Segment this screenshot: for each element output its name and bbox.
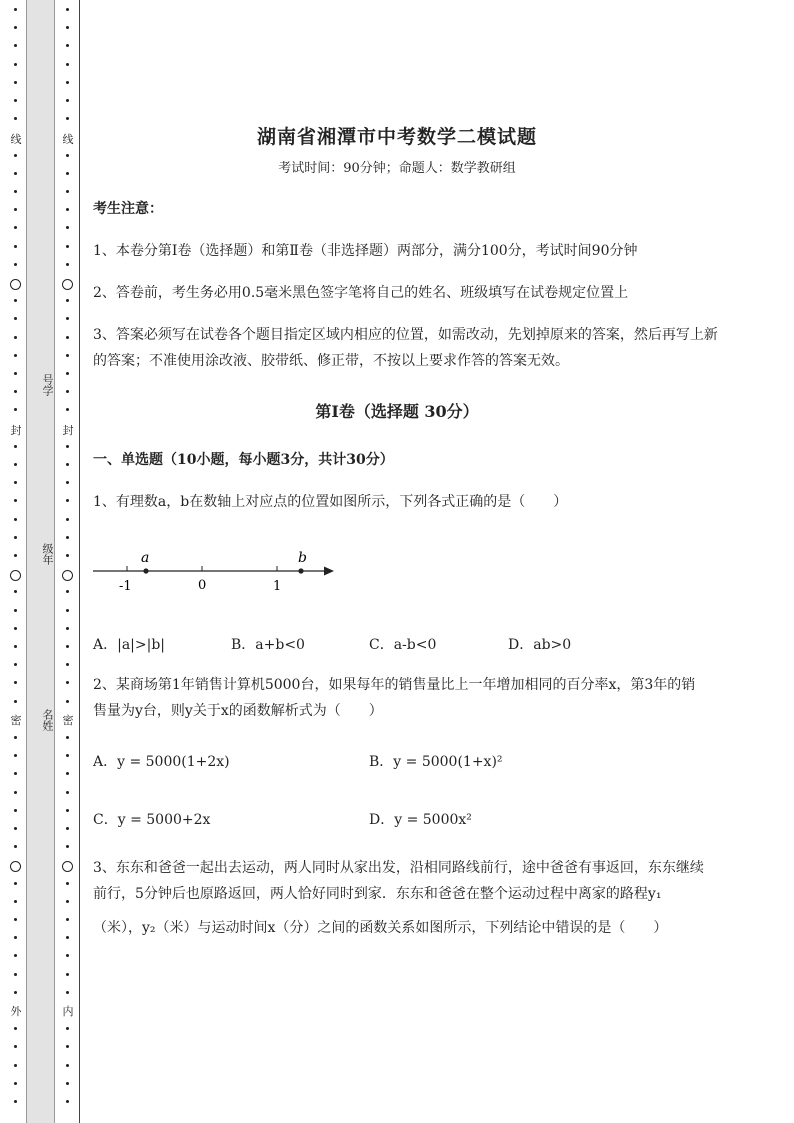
right-gutter-dot: [66, 317, 69, 320]
label-student-id: 号学: [41, 374, 54, 396]
right-gutter-dot: [66, 954, 69, 957]
right-gutter-dot: [66, 918, 69, 921]
right-gutter-dot: [66, 772, 69, 775]
label-grade: 级年: [41, 543, 54, 565]
left-gutter-dot: [14, 463, 17, 466]
tick-label-neg1: -1: [119, 579, 132, 594]
right-gutter-dot: [66, 1027, 69, 1030]
right-gutter-dot: [66, 1082, 69, 1085]
q2-option-c: C．y = 5000+2x: [93, 812, 211, 828]
right-gutter-dot: [66, 609, 69, 612]
left-gutter-dot: [14, 190, 17, 193]
left-gutter-dot: [14, 590, 17, 593]
left-gutter-dot: [14, 1064, 17, 1067]
left-gutter-dot: [14, 117, 17, 120]
left-gutter-dot: [14, 1100, 17, 1103]
q1-stem: 1、有理数a，b在数轴上对应点的位置如图所示，下列各式正确的是（ ）: [93, 494, 568, 510]
left-gutter-dot: [14, 372, 17, 375]
left-mark-outer: 外: [10, 1005, 22, 1018]
q1-option-d: D．ab>0: [508, 637, 572, 653]
left-gutter-dot: [14, 481, 17, 484]
left-gutter-dot: [14, 554, 17, 557]
left-gutter-dot: [14, 518, 17, 521]
right-gutter-dot: [66, 645, 69, 648]
left-gutter-dot: [14, 99, 17, 102]
left-gutter-dot: [14, 63, 17, 66]
right-gutter-dot: [66, 226, 69, 229]
right-gutter-dot: [66, 1100, 69, 1103]
left-gutter-dot: [14, 882, 17, 885]
right-gutter-dot: [66, 681, 69, 684]
right-gutter-dot: [66, 518, 69, 521]
notice-item-3-cont: 的答案；不准使用涂改液、胶带纸、修正带，不按以上要求作答的答案无效。: [93, 353, 569, 369]
right-circle-3: [62, 861, 73, 872]
left-gutter-dot: [14, 299, 17, 302]
left-gutter-dot: [14, 900, 17, 903]
right-gutter-dot: [66, 245, 69, 248]
left-gutter-dot: [14, 973, 17, 976]
q1-option-a: A．|a|>|b|: [93, 637, 166, 653]
left-circle-1: [10, 279, 21, 290]
right-gutter-dot: [66, 354, 69, 357]
q1-option-b: B．a+b<0: [231, 637, 305, 653]
right-gutter-dot: [66, 63, 69, 66]
left-gutter-dot: [14, 936, 17, 939]
left-mark-seal: 封: [10, 424, 22, 437]
q3-stem-line2: 前行，5分钟后也原路返回，两人恰好同时到家．东东和爸爸在整个运动过程中离家的路程y₁: [93, 886, 662, 902]
left-gutter-dot: [14, 700, 17, 703]
left-gutter-dot: [14, 390, 17, 393]
q2-stem-line2: 售量为y台，则y关于x的函数解析式为（ ）: [93, 703, 383, 719]
right-gutter-dot: [66, 736, 69, 739]
left-gutter-dot: [14, 827, 17, 830]
left-gutter-dot: [14, 245, 17, 248]
q2-option-d: D．y = 5000x²: [369, 812, 472, 828]
exam-title: 湖南省湘潭市中考数学二模试题: [256, 126, 537, 148]
right-gutter-dot: [66, 554, 69, 557]
right-gutter-dot: [66, 882, 69, 885]
exam-subtitle: 考试时间：90分钟；命题人：数学教研组: [278, 161, 516, 176]
right-circle-1: [62, 279, 73, 290]
left-gutter-dot: [14, 663, 17, 666]
right-gutter-dot: [66, 481, 69, 484]
left-gutter-dot: [14, 44, 17, 47]
notice-heading: 考生注意：: [93, 201, 163, 217]
left-gutter-dot: [14, 317, 17, 320]
left-gutter-dot: [14, 1045, 17, 1048]
right-gutter-dot: [66, 627, 69, 630]
left-gutter-dot: [14, 918, 17, 921]
right-gutter-dot: [66, 936, 69, 939]
left-gutter-dot: [14, 791, 17, 794]
right-gutter-dot: [66, 208, 69, 211]
point-b: [298, 568, 303, 573]
left-gutter-dot: [14, 354, 17, 357]
right-gutter-dot: [66, 499, 69, 502]
right-gutter-dot: [66, 190, 69, 193]
axis-arrow: [324, 567, 334, 576]
tick-label-0: 0: [198, 578, 207, 593]
right-gutter-dot: [66, 845, 69, 848]
notice-item-2: 2、答卷前，考生务必用0.5毫米黑色签字笔将自己的姓名、班级填写在试卷规定位置上: [93, 285, 629, 301]
right-gutter-dot: [66, 827, 69, 830]
right-gutter-dot: [66, 463, 69, 466]
q2-option-b: B．y = 5000(1+x)²: [369, 754, 503, 770]
right-gutter-dot: [66, 390, 69, 393]
right-gutter-dot: [66, 8, 69, 11]
right-gutter-dot: [66, 536, 69, 539]
right-gutter-dot: [66, 809, 69, 812]
right-mark-line: 线: [62, 133, 74, 146]
notice-item-1: 1、本卷分第I卷（选择题）和第Ⅱ卷（非选择题）两部分，满分100分，考试时间90分钟: [93, 243, 638, 259]
right-gutter-dot: [66, 1064, 69, 1067]
left-gutter-dot: [14, 8, 17, 11]
left-gutter-dot: [14, 609, 17, 612]
right-gutter-dot: [66, 26, 69, 29]
left-gutter-dot: [14, 263, 17, 266]
left-gutter-dot: [14, 809, 17, 812]
right-mark-seal: 封: [62, 424, 74, 437]
right-gutter-dot: [66, 700, 69, 703]
right-gutter-dot: [66, 791, 69, 794]
left-gutter-dot: [14, 499, 17, 502]
right-gutter-dot: [66, 1045, 69, 1048]
left-mark-line: 线: [10, 133, 22, 146]
left-gutter-dot: [14, 681, 17, 684]
left-gutter-dot: [14, 736, 17, 739]
right-mark-inner: 内: [62, 1005, 74, 1018]
label-b: b: [298, 550, 307, 566]
left-gutter-dot: [14, 645, 17, 648]
left-gutter-dot: [14, 26, 17, 29]
left-gutter-dot: [14, 845, 17, 848]
left-circle-2: [10, 570, 21, 581]
left-gutter-dot: [14, 445, 17, 448]
right-gutter-dot: [66, 299, 69, 302]
left-gutter-dot: [14, 1082, 17, 1085]
left-mark-secret: 密: [10, 714, 22, 727]
point-a: [143, 568, 148, 573]
right-gutter-dot: [66, 81, 69, 84]
right-circle-2: [62, 570, 73, 581]
part-title: 一、单选题（10小题，每小题3分，共计30分）: [93, 452, 394, 468]
right-gutter-dot: [66, 590, 69, 593]
q2-option-a: A．y = 5000(1+2x): [93, 754, 230, 770]
right-gutter-dot: [66, 99, 69, 102]
right-gutter-dot: [66, 372, 69, 375]
right-gutter-dot: [66, 900, 69, 903]
left-gutter-dot: [14, 536, 17, 539]
left-circle-3: [10, 861, 21, 872]
right-gutter-dot: [66, 263, 69, 266]
right-gutter-dot: [66, 117, 69, 120]
left-gutter-dot: [14, 627, 17, 630]
left-gutter-dot: [14, 208, 17, 211]
right-gutter-dot: [66, 44, 69, 47]
right-gutter-dot: [66, 445, 69, 448]
right-gutter-dot: [66, 754, 69, 757]
q1-number-line: [90, 545, 340, 597]
right-gutter-dot: [66, 973, 69, 976]
left-gutter-dot: [14, 81, 17, 84]
right-gutter-dot: [66, 663, 69, 666]
q1-option-c: C．a-b<0: [369, 637, 437, 653]
left-gutter-dot: [14, 754, 17, 757]
tick-label-1: 1: [273, 579, 282, 594]
left-gutter-dot: [14, 226, 17, 229]
right-mark-secret: 密: [62, 714, 74, 727]
label-a: a: [141, 550, 150, 566]
left-gutter-dot: [14, 772, 17, 775]
label-name: 名姓: [41, 709, 54, 731]
right-gutter-dot: [66, 991, 69, 994]
left-gutter-dot: [14, 991, 17, 994]
section-title: 第I卷（选择题 30分）: [315, 402, 479, 421]
left-gutter-dot: [14, 336, 17, 339]
q3-stem-line3: （米），y₂（米）与运动时间x（分）之间的函数关系如图所示，下列结论中错误的是（ ）: [93, 920, 668, 936]
left-gutter-dot: [14, 954, 17, 957]
right-gutter-dot: [66, 336, 69, 339]
q3-stem-line1: 3、东东和爸爸一起出去运动，两人同时从家出发，沿相同路线前行，途中爸爸有事返回，东东继续: [93, 860, 704, 876]
q2-stem-line1: 2、某商场第1年销售计算机5000台，如果每年的销售量比上一年增加相同的百分率x，第3年的销: [93, 677, 696, 693]
left-gutter-dot: [14, 1027, 17, 1030]
notice-item-3: 3、答案必须写在试卷各个题目指定区域内相应的位置，如需改动，先划掉原来的答案，然后再写上新: [93, 327, 718, 343]
